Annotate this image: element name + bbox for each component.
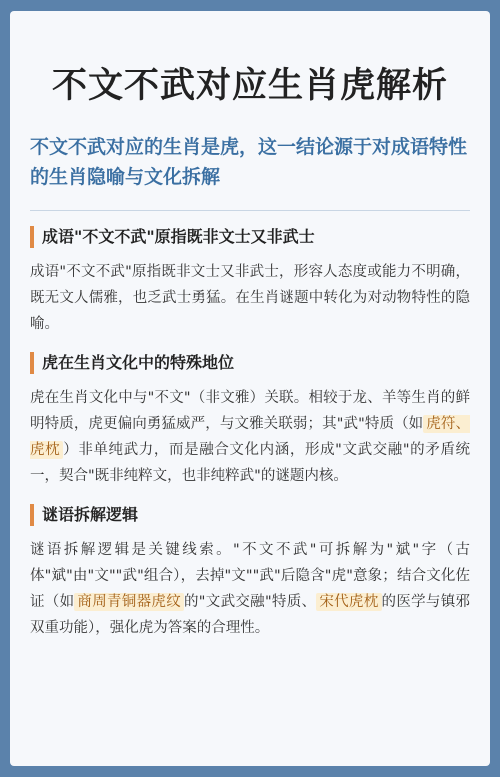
page-subtitle: 不文不武对应的生肖是虎，这一结论源于对成语特性的生肖隐喻与文化拆解 <box>30 136 468 188</box>
paragraph-text: 虎在生肖文化中与"不文"（非文雅）关联。相较于龙、羊等生肖的鲜明特质，虎更偏向勇猛威严，与文雅关联弱；其"武"特质（如 <box>30 390 470 432</box>
section-paragraph: 成语"不文不武"原指既非文士又非武士，形容人态度或能力不明确，既无文人儒雅，也乏武士勇猛。在生肖谜题中转化为对动物特性的隐喻。 <box>30 264 470 332</box>
paragraph-text: 的医学与镇邪双重功能），强化虎为答案的合理性。 <box>30 594 471 636</box>
paragraph-text: ）非单纯武力，而是融合文化内涵，形成"文武交融"的矛盾统一，契合"既非纯粹文，也非纯粹武"的谜题内核。 <box>30 442 470 484</box>
article-card <box>10 11 490 766</box>
highlight-tag: 宋代虎枕 <box>316 593 381 611</box>
highlight-tag: 商周青铜器虎纹 <box>74 593 184 611</box>
section-heading: 虎在生肖文化中的特殊地位 <box>30 352 470 374</box>
section-paragraph <box>30 385 470 489</box>
section-heading: 谜语拆解逻辑 <box>30 504 470 526</box>
section-paragraph <box>30 537 470 641</box>
section-tiger-status <box>30 352 470 489</box>
page-title: 不文不武对应生肖虎解析 <box>51 66 448 106</box>
section-idiom-meaning <box>30 226 470 337</box>
section-riddle-logic <box>30 504 470 641</box>
section-heading: 成语"不文不武"原指既非文士又非武士 <box>30 226 470 248</box>
highlight-tag: 虎符、虎枕 <box>30 416 471 458</box>
paragraph-text: 的"文武交融"特质、 <box>184 594 317 610</box>
paragraph-text: 谜语拆解逻辑是关键线索。"不文不武"可拆解为"斌"字（古体"斌"由"文""武"组合），去掉"文""武"后隐含"虎"意象；结合文化佐证（如 <box>30 542 470 610</box>
divider <box>30 210 470 211</box>
